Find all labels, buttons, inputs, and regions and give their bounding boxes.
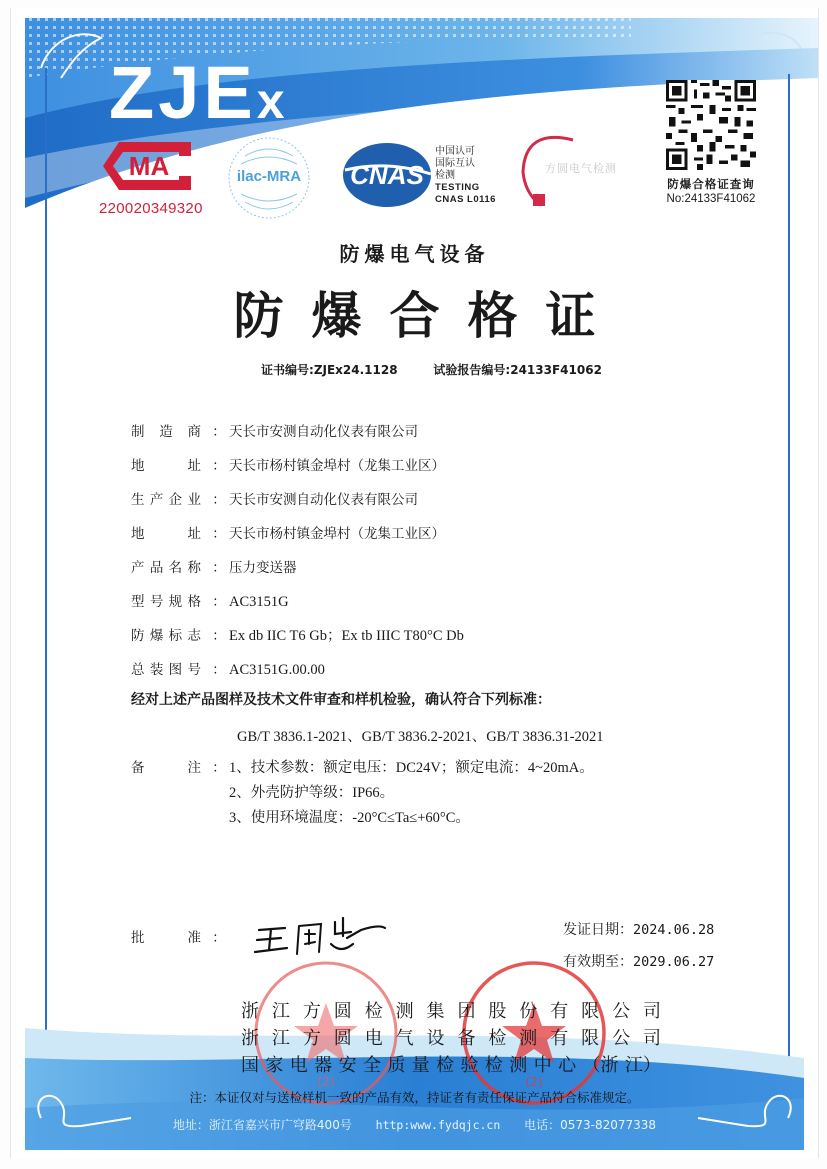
standards-list: GB/T 3836.1-2021、GB/T 3836.2-2021、GB/T 3836.31-2021 xyxy=(237,729,604,745)
field-label: 地 址 xyxy=(131,458,201,474)
field-value: AC3151G.00.00 xyxy=(229,662,325,678)
svg-text:(2): (2) xyxy=(317,1075,335,1089)
field-row xyxy=(131,556,464,590)
document-subtitle: 防爆电气设备 xyxy=(339,242,490,266)
field-colon: ： xyxy=(212,424,226,440)
field-value: Ex db IIC T6 Gb；Ex tb IIIC T80°C Db xyxy=(229,628,464,644)
remark-item: 3、使用环境温度：-20°C≤Ta≤+60°C。 xyxy=(229,810,470,826)
compliance-statement: 经对上述产品图样及技术文件审查和样机检验，确认符合下列标准： xyxy=(131,692,551,708)
footer-address: 地址：浙江省嘉兴市广穹路400号 xyxy=(172,1118,352,1132)
remark-row xyxy=(131,806,594,831)
field-colon: ： xyxy=(212,594,226,610)
field-label: 生 产 企 业 xyxy=(131,492,201,508)
document-title: 防爆合格证 xyxy=(233,287,624,345)
cma-logo xyxy=(99,138,209,217)
cnas-side-text xyxy=(435,146,496,206)
field-label: 制 造 商 xyxy=(131,424,201,440)
issuing-organizations xyxy=(241,996,661,1077)
remark-row xyxy=(131,781,594,806)
cnas-line-1: 中国认可 xyxy=(435,146,475,157)
field-colon: ： xyxy=(212,492,226,508)
footer-website[interactable]: http:www.fydqjc.cn xyxy=(375,1118,501,1132)
field-colon: ： xyxy=(212,662,226,678)
cnas-line-3: 检测 xyxy=(435,170,455,181)
field-row xyxy=(131,420,464,454)
remark-item: 2、外壳防护等级：IP66。 xyxy=(229,785,395,801)
qr-code-icon[interactable] xyxy=(665,80,757,170)
cnas-code: CNAS L0116 xyxy=(435,194,496,205)
fangyuan-text: 方圆电气检测 xyxy=(545,162,617,175)
validity-dates xyxy=(563,914,714,978)
right-border-line xyxy=(788,74,790,1074)
cnas-line-2: 国际互认 xyxy=(435,158,475,169)
signature-icon xyxy=(251,914,391,958)
field-row xyxy=(131,658,464,692)
remark-colon: ： xyxy=(212,760,226,776)
field-value: 天长市杨村镇金埠村（龙集工业区） xyxy=(229,526,445,542)
field-colon: ： xyxy=(212,458,226,474)
field-row xyxy=(131,522,464,556)
issue-date: 发证日期：2024.06.28 xyxy=(563,922,715,938)
field-label: 地 址 xyxy=(131,526,201,542)
cma-mark-icon xyxy=(99,138,199,194)
qr-caption: 防爆合格证查询 xyxy=(667,177,755,191)
field-label: 产 品 名 称 xyxy=(131,560,201,576)
left-border-line xyxy=(45,68,47,1068)
issuer-line: 国 家 电 器 安 全 质 量 检 验 检 测 中 心 （浙 江） xyxy=(241,1054,661,1076)
svg-text:CNAS: CNAS xyxy=(350,160,424,190)
ilac-text: ilac-MRA xyxy=(236,168,302,185)
certificate-number: 证书编号:ZJEx24.1128 xyxy=(261,363,398,377)
field-value: 天长市杨村镇金埠村（龙集工业区） xyxy=(229,458,445,474)
approval-colon: ： xyxy=(212,930,226,946)
svg-text:MA: MA xyxy=(128,151,170,181)
remark-row xyxy=(131,756,594,781)
footer-phone: 电话：0573-82077338 xyxy=(524,1118,657,1132)
approval-label: 批 准 xyxy=(131,930,201,946)
field-colon: ： xyxy=(212,628,226,644)
field-value: 压力变送器 xyxy=(229,560,297,576)
cma-number: 220020349320 xyxy=(99,200,203,217)
reference-numbers xyxy=(261,361,634,378)
field-row xyxy=(131,590,464,624)
ilac-mra-logo xyxy=(225,134,313,222)
report-number: 试验报告编号:24133F41062 xyxy=(433,363,602,377)
remark-item: 1、技术参数：额定电压：DC24V；额定电流：4~20mA。 xyxy=(229,760,594,776)
field-row xyxy=(131,454,464,488)
remarks-section xyxy=(131,756,594,831)
field-value: 天长市安测自动化仪表有限公司 xyxy=(229,424,418,440)
approval-row xyxy=(131,914,391,958)
field-label: 型 号 规 格 xyxy=(131,594,201,610)
footer-contact xyxy=(11,1116,818,1133)
field-colon: ： xyxy=(212,526,226,542)
cnas-testing: TESTING xyxy=(435,182,480,193)
qr-code-block[interactable] xyxy=(661,80,761,205)
certificate-fields xyxy=(131,420,464,692)
zjex-brand xyxy=(109,51,289,134)
certificate-page xyxy=(10,8,819,1158)
field-row xyxy=(131,624,464,658)
field-colon: ： xyxy=(212,560,226,576)
field-value: AC3151G xyxy=(229,594,289,610)
issuer-line: 浙 江 方 圆 电 气 设 备 检 测 有 限 公 司 xyxy=(241,1027,661,1049)
field-label: 防 爆 标 志 xyxy=(131,628,201,644)
brand-suffix: x xyxy=(256,73,289,129)
issuer-line: 浙 江 方 圆 检 测 集 团 股 份 有 限 公 司 xyxy=(241,1000,661,1022)
fangyuan-logo xyxy=(515,132,645,212)
remark-label: 备 注 xyxy=(131,760,201,776)
qr-number: No:24133F41062 xyxy=(666,193,756,205)
field-value: 天长市安测自动化仪表有限公司 xyxy=(229,492,418,508)
field-label: 总 装 图 号 xyxy=(131,662,201,678)
svg-text:(2): (2) xyxy=(525,1075,543,1089)
valid-until-date: 有效期至：2029.06.27 xyxy=(563,954,715,970)
brand-text: ZJE xyxy=(109,51,257,134)
field-row xyxy=(131,488,464,522)
disclaimer-note: 注：本证仅对与送检样机一致的产品有效，持证者有责任保证产品符合标准规定。 xyxy=(189,1090,640,1105)
